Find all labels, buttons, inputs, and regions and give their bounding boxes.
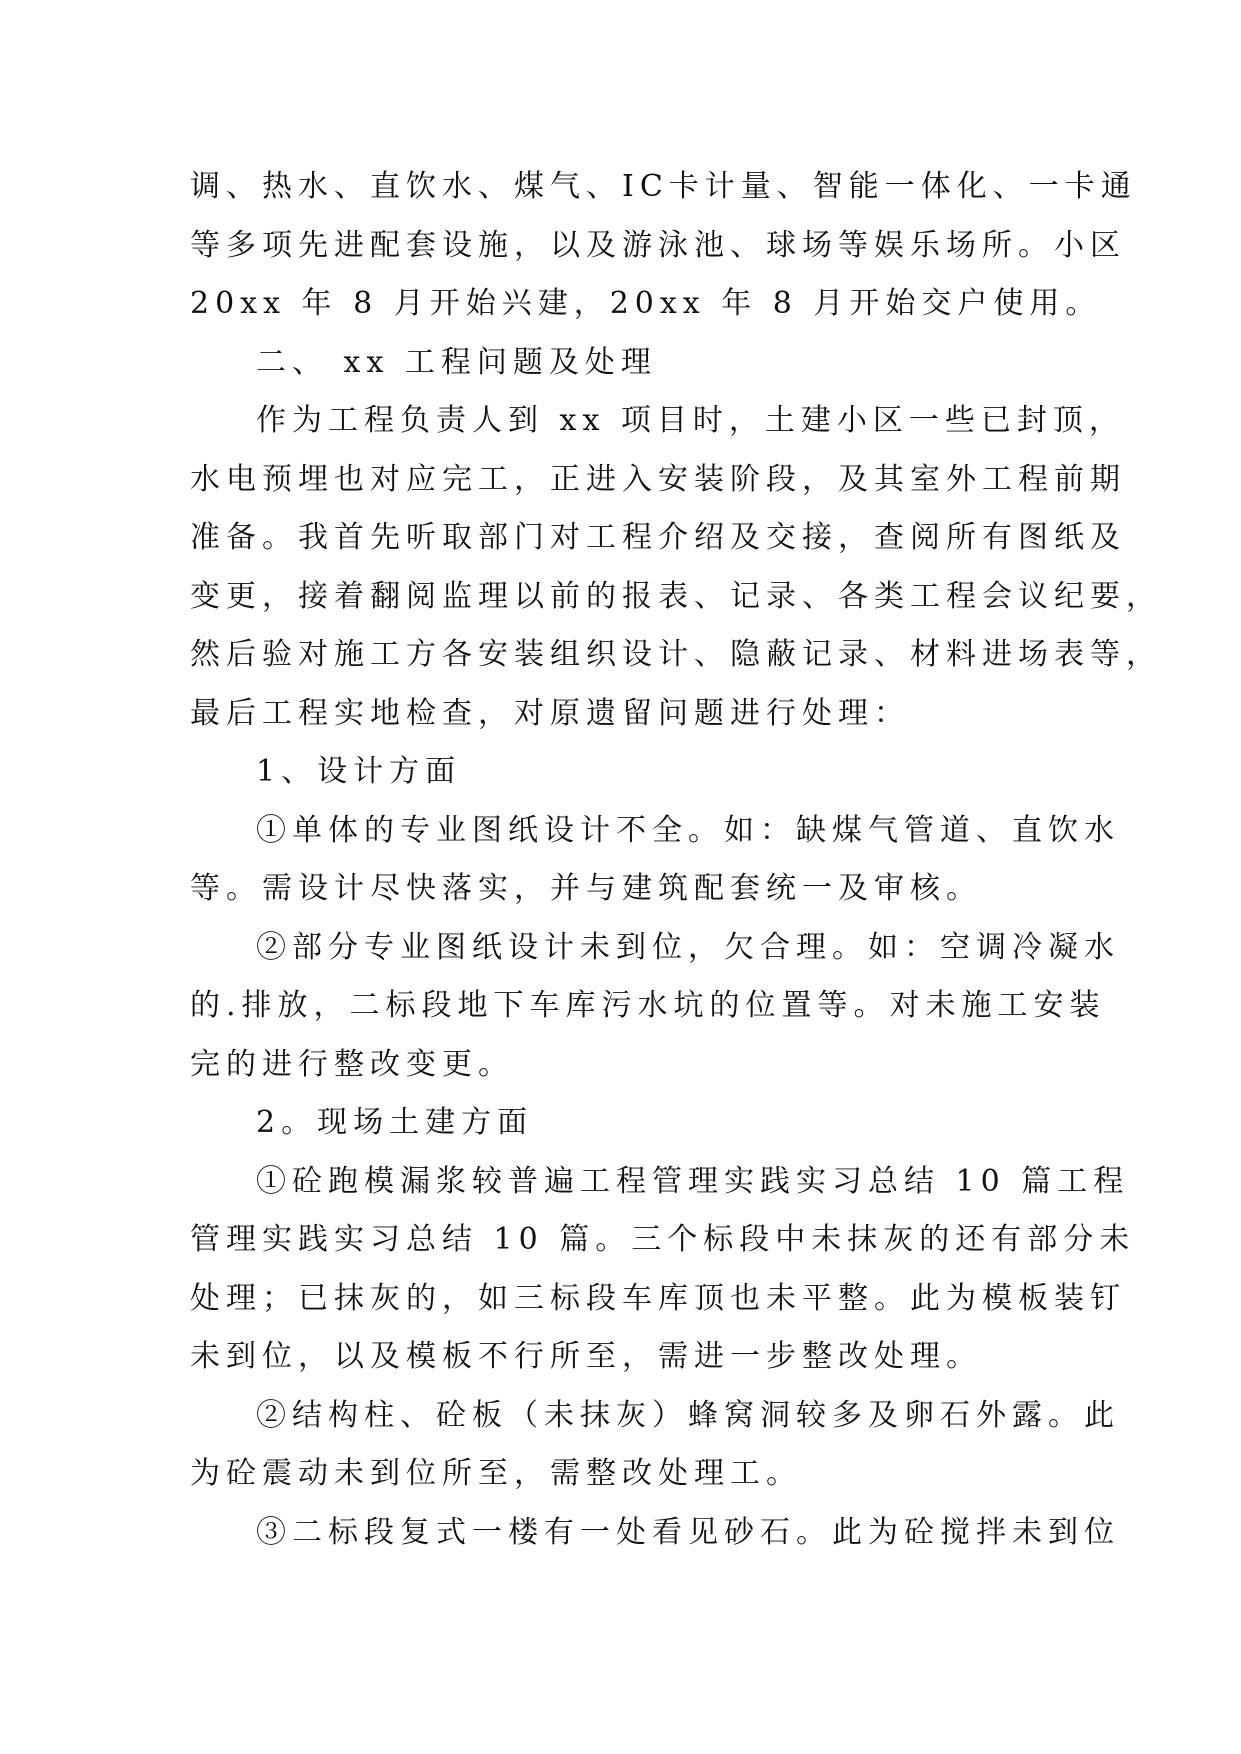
text-line-6: 水电预埋也对应完工，正进入安装阶段，及其室外工程前期 (190, 461, 1126, 497)
text-line-13: 等。需设计尽快落实，并与建筑配套统一及审核。 (190, 871, 982, 906)
text-line-3: 20xx 年 8 月开始兴建，20xx 年 8 月开始交户使用。 (190, 286, 1102, 321)
subheading-design: 1、设计方面 (256, 754, 462, 789)
text-line-23: 为砼震动未到位所至，需整改处理工。 (190, 1456, 802, 1491)
text-line-1: 调、热水、直饮水、煤气、IC卡计量、智能一体化、一卡通 (190, 169, 1137, 204)
text-line-7: 准备。我首先听取部门对工程介绍及交接，查阅所有图纸及 (190, 520, 1126, 555)
section-heading-2: 二、 xx 工程问题及处理 (256, 344, 657, 380)
text-line-19: 管理实践实习总结 10 篇。三个标段中未抹灰的还有部分未 (190, 1222, 1136, 1257)
text-line-2: 等多项先进配套设施，以及游泳池、球场等娱乐场所。小区 (190, 227, 1126, 263)
text-line-22: ②结构柱、砼板（未抹灰）蜂窝洞较多及卵石外露。此 (256, 1397, 1120, 1433)
text-line-12: ①单体的专业图纸设计不全。如：缺煤气管道、直饮水 (256, 812, 1120, 848)
text-line-24: ③二标段复式一楼有一处看见砂石。此为砼搅拌未到位 (256, 1514, 1120, 1550)
subheading-site-civil: 2。现场土建方面 (256, 1105, 534, 1140)
text-line-21: 未到位，以及模板不行所至，需进一步整改处理。 (190, 1339, 982, 1374)
text-line-14: ②部分专业图纸设计未到位，欠合理。如：空调冷凝水 (256, 929, 1120, 965)
text-line-10: 最后工程实地检查，对原遗留问题进行处理： (190, 695, 910, 731)
text-line-9: 然后验对施工方各安装组织设计、隐蔽记录、材料进场表等， (190, 637, 1162, 672)
text-line-5: 作为工程负责人到 xx 项目时，土建小区一些已封顶， (256, 403, 1125, 438)
text-line-8: 变更，接着翻阅监理以前的报表、记录、各类工程会议纪要， (190, 578, 1162, 614)
text-line-16: 完的进行整改变更。 (190, 1046, 514, 1082)
text-line-20: 处理；已抹灰的，如三标段车库顶也未平整。此为模板装钉 (190, 1280, 1126, 1316)
text-line-15: 的.排放，二标段地下车库污水坑的位置等。对未施工安装 (190, 988, 1106, 1023)
text-line-18: ①砼跑模漏浆较普遍工程管理实践实习总结 10 篇工程 (256, 1163, 1130, 1199)
document-body (190, 158, 1162, 1562)
